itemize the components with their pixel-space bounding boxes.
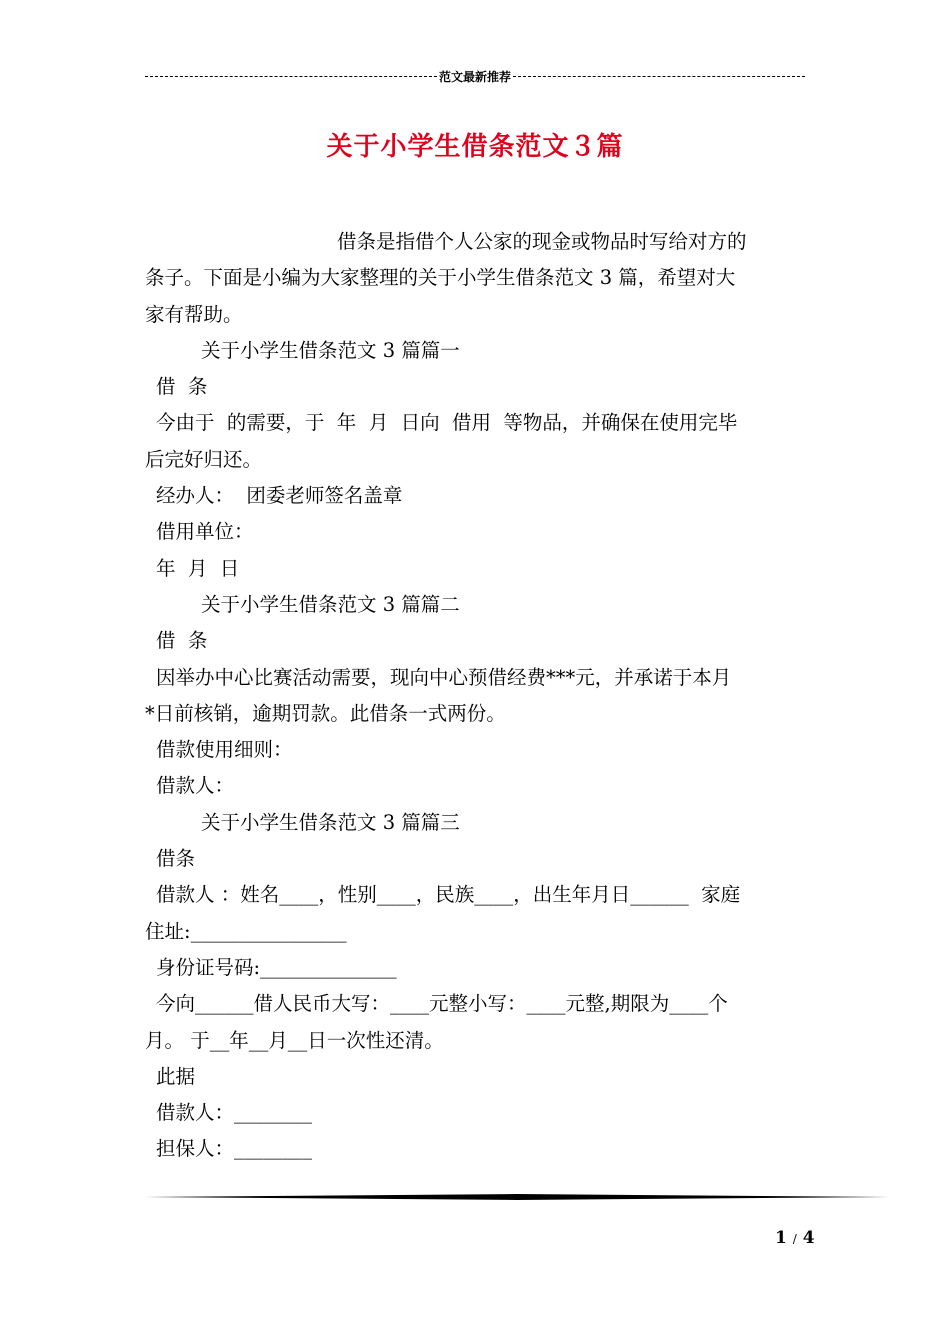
page-total: 4 bbox=[802, 1228, 815, 1248]
header-dash-left bbox=[145, 76, 437, 77]
page-header bbox=[145, 66, 805, 86]
document-title: 关于小学生借条范文３篇 bbox=[326, 132, 624, 162]
section1-body-1: 今由于 的需要，于 年 月 日向 借用 等物品，并确保在使用完毕 bbox=[156, 411, 738, 435]
section2-body-1: 因举办中心比赛活动需要，现向中心预借经费***元，并承诺于本月 bbox=[156, 665, 732, 689]
document-body bbox=[145, 224, 807, 1168]
section3-title: 借条 bbox=[156, 847, 196, 871]
section1-body-2: 后完好归还。 bbox=[145, 447, 263, 471]
section3-line-1: 借款人 ：姓名____，性别____，民族____，出生年月日______ 家庭 bbox=[156, 883, 741, 907]
section1-date: 年 月 日 bbox=[156, 556, 240, 580]
header-label: 范文最新推荐 bbox=[439, 69, 512, 84]
intro-line-2: 条子。下面是小编为大家整理的关于小学生借条范文 3 篇，希望对大 bbox=[145, 266, 736, 290]
section3-line-2: 住址:________________ bbox=[145, 919, 347, 943]
section3-proof: 此据 bbox=[156, 1064, 196, 1088]
section3-id-line: 身份证号码:______________ bbox=[156, 955, 397, 979]
section2-heading: 关于小学生借条范文 3 篇篇二 bbox=[201, 592, 460, 616]
intro-line-1: 借条是指借个人公家的现金或物品时写给对方的 bbox=[337, 230, 747, 253]
section3-line-4: 月。 于__年__月__日一次性还清。 bbox=[145, 1028, 444, 1052]
section1-title: 借 条 bbox=[156, 375, 208, 399]
header-dash-right bbox=[513, 76, 805, 77]
section2-rules: 借款使用细则： bbox=[156, 738, 293, 762]
page-separator: / bbox=[792, 1232, 797, 1246]
section2-borrower: 借款人： bbox=[156, 774, 235, 798]
section3-heading: 关于小学生借条范文 3 篇篇三 bbox=[201, 810, 460, 834]
section1-unit: 借用单位： bbox=[156, 520, 254, 544]
page-current: 1 bbox=[775, 1228, 787, 1248]
section2-body-2: *日前核销，逾期罚款。此借条一式两份。 bbox=[145, 701, 506, 725]
section3-borrower: 借款人：________ bbox=[156, 1101, 313, 1125]
intro-line-3: 家有帮助。 bbox=[145, 302, 243, 326]
footer-rule bbox=[145, 1194, 890, 1200]
section3-line-3: 今向______借人民币大写：____元整小写：____元整,期限为____个 bbox=[156, 992, 728, 1016]
section1-heading: 关于小学生借条范文 3 篇篇一 bbox=[201, 338, 460, 362]
page-number bbox=[775, 1228, 815, 1248]
section3-guarantor: 担保人：________ bbox=[156, 1137, 313, 1161]
section1-handler: 经办人： 团委老师签名盖章 bbox=[156, 484, 403, 508]
section2-title: 借 条 bbox=[156, 629, 208, 653]
